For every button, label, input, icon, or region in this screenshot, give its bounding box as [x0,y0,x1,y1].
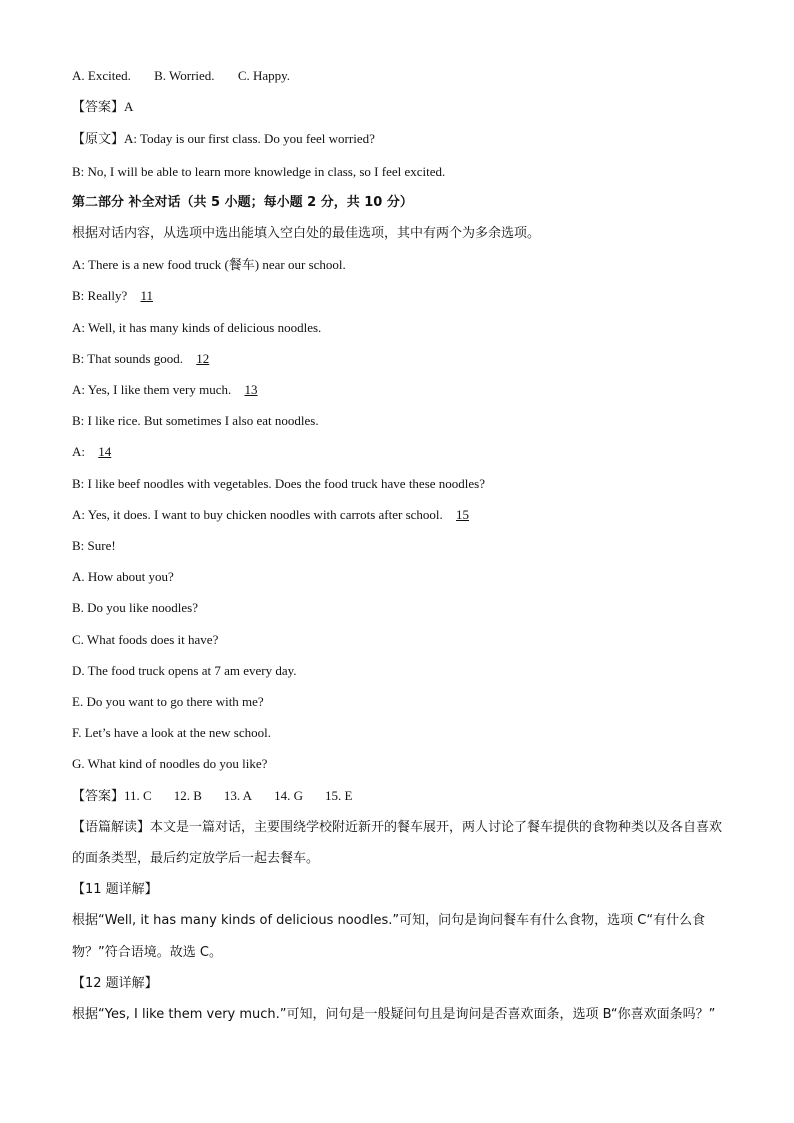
blank-15: 15 [456,506,470,522]
choice-c: C. What foods does it have? [72,631,219,647]
answer-14: 14. G [274,787,303,803]
detail-11-heading: 【11 题详解】 [72,882,158,898]
detail-11-text: 根据“Well, it has many kinds of delicious noodles.”可知，问句是询问餐车有什么食物，选项 C“有什么食物？”符合语境。故选 C。 [72,913,706,960]
part2-answers [72,780,732,812]
dialogue-line [72,343,732,374]
dialogue-text: B: Sure! [72,538,116,554]
answer-15: 15. E [324,787,353,803]
choice-list [72,561,732,779]
blank-13: 13 [244,382,258,398]
q10-option-b: B. Worried. [154,68,215,83]
script-tag: 【原文】 [72,132,125,148]
q10-script-b: B: No, I will be able to learn more knowledge in class, so I feel excited. [72,163,446,179]
choice-d: D. The food truck opens at 7 am every day. [72,662,297,678]
blank-11: 11 [140,288,154,304]
dialogue-text: B: That sounds good. [72,350,183,366]
dialogue-text: B: Really? [72,288,128,304]
q10-option-a: A. Excited. [72,68,131,83]
dialogue-line [72,405,732,436]
dialogue-line [72,436,732,467]
blank-12: 12 [196,350,210,366]
dialogue-text: A: Well, it has many kinds of delicious noodles. [72,319,322,335]
answer-13: 13. A [223,787,253,803]
dialogue-line [72,499,732,530]
script-line-a: A: Today is our first class. Do you feel worried? [124,131,375,147]
dialogue-line [72,280,732,311]
dialogue-text: B: I like beef noodles with vegetables. Does the food truck have these noodles? [72,475,485,491]
part2-instruction: 根据对话内容，从选项中选出能填入空白处的最佳选项，其中有两个为多余选项。 [72,226,541,242]
dialogue-line [72,249,732,280]
dialogue-text: A: Yes, I like them very much. [72,382,232,398]
choice-f: F. Let’s have a look at the new school. [72,725,271,741]
analysis-paragraph [72,812,732,874]
detail-12-heading: 【12 题详解】 [72,975,158,991]
answers-tag: 【答案】 [72,788,125,804]
q10-answer [72,91,732,123]
dialogue-line [72,312,732,343]
dialogue-text: A: There is a new food truck (餐车) near our school. [72,257,346,273]
answer-value: A [124,99,134,115]
detail-12-text: 根据“Yes, I like them very much.”可知，问句是一般疑问句且是询问是否喜欢面条，选项 B“你喜欢面条吗？” [72,1007,716,1023]
dialogue [72,249,732,561]
dialogue-line [72,468,732,499]
q10-options [72,60,732,91]
answer-11: 11. C [124,787,152,803]
answer-tag: 【答案】 [72,100,125,116]
answer-12: 12. B [173,787,202,803]
blank-14: 14 [98,444,112,460]
choice-b: B. Do you like noodles? [72,600,199,616]
q10-script-a [72,123,732,155]
analysis-tag: 【语篇解读】 [72,819,151,835]
part2-heading: 第二部分 补全对话（共 5 小题；每小题 2 分，共 10 分） [72,194,413,210]
dialogue-text: A: [72,444,85,460]
dialogue-line [72,530,732,561]
document-page [72,60,732,1030]
dialogue-text: A: Yes, it does. I want to buy chicken noodles with carrots after school. [72,506,443,522]
q10-option-c: C. Happy. [237,68,291,83]
dialogue-line [72,374,732,405]
analysis-text: 本文是一篇对话，主要围绕学校附近新开的餐车展开，两人讨论了餐车提供的食物种类以及各自喜欢的面条类型，最后约定放学后一起去餐车。 [72,819,723,867]
dialogue-text: B: I like rice. But sometimes I also eat noodles. [72,413,319,429]
choice-e: E. Do you want to go there with me? [72,694,264,710]
choice-a: A. How about you? [72,569,174,585]
choice-g: G. What kind of noodles do you like? [72,756,268,772]
